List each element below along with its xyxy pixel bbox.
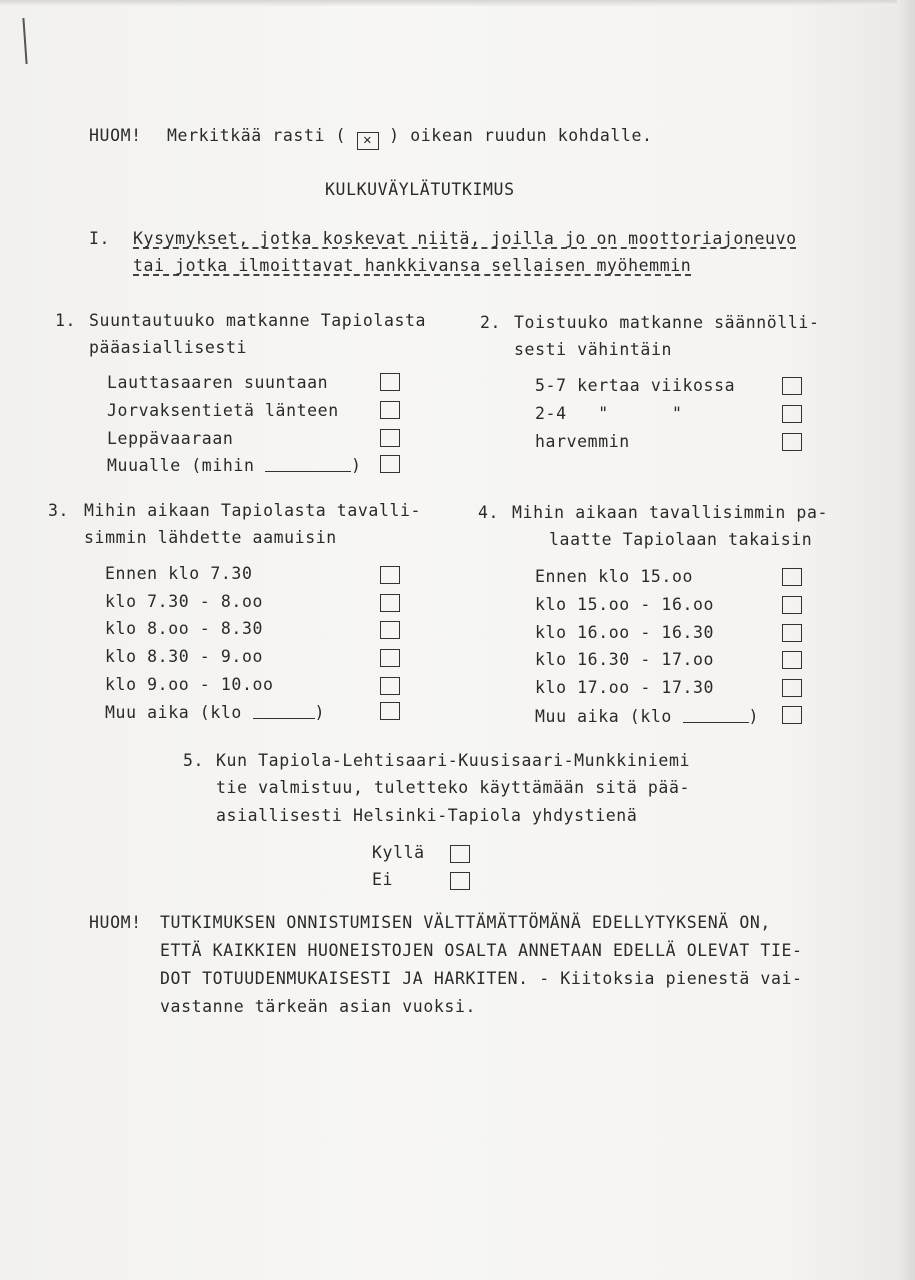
q3-option-6-row [105, 704, 325, 722]
q3-number: 3. [48, 501, 70, 520]
note-top-prefix: HUOM! [89, 126, 142, 145]
q4-option-5: klo 17.oo - 17.30 [535, 678, 715, 697]
q1-checkbox-4[interactable] [380, 455, 400, 473]
q3-checkbox-4[interactable] [380, 649, 400, 667]
q2-option-1: 5-7 kertaa viikossa [535, 376, 736, 395]
q4-option-2: klo 15.oo - 16.oo [535, 595, 715, 614]
q1-option-3: Leppävaaraan [107, 429, 234, 448]
q1-option-2: Jorvaksentietä länteen [107, 401, 339, 420]
q4-checkbox-1[interactable] [782, 568, 802, 586]
q4-number: 4. [478, 503, 500, 522]
q3-checkbox-5[interactable] [380, 677, 400, 695]
q5-line3: asiallisesti Helsinki-Tapiola yhdystienä [216, 806, 638, 825]
q1-option-1: Lauttasaaren suuntaan [107, 373, 329, 392]
q5-line2: tie valmistuu, tuletteko käyttämään sitä pää- [216, 778, 691, 797]
q3-checkbox-3[interactable] [380, 621, 400, 639]
q4-option-1: Ennen klo 15.oo [535, 567, 694, 586]
q4-option-6: Muu aika (klo [535, 707, 672, 726]
q4-checkbox-2[interactable] [782, 596, 802, 614]
q2-option-2: 2-4 " " [535, 404, 683, 423]
note-top-instruction [167, 128, 653, 150]
q4-option-6-row [535, 708, 759, 726]
note-bottom-line2: ETTÄ KAIKKIEN HUONEISTOJEN OSALTA ANNETAAN EDELLÄ OLEVAT TIE- [160, 941, 803, 960]
q5-checkbox-no[interactable] [450, 872, 470, 890]
note-bottom-line4: vastanne tärkeän asian vuoksi. [160, 997, 477, 1016]
section1-heading-line2: tai jotka ilmoittavat hankkivansa sellaisen myöhemmin [133, 256, 692, 275]
q4-other-close: ) [748, 707, 760, 726]
q3-option-3: klo 8.oo - 8.30 [105, 619, 264, 638]
section1-heading-line1: Kysymykset, jotka koskevat niitä, joilla jo on moottoriajoneuvo [133, 229, 797, 248]
q2-line2: sesti vähintäin [514, 340, 673, 359]
q3-option-5: klo 9.oo - 10.oo [105, 675, 274, 694]
q3-option-2: klo 7.30 - 8.oo [105, 592, 264, 611]
q3-other-close: ) [314, 703, 326, 722]
q2-line1: Toistuuko matkanne säännölli- [514, 313, 820, 332]
q1-checkbox-3[interactable] [380, 429, 400, 447]
q4-checkbox-4[interactable] [782, 651, 802, 669]
paper-top-edge [0, 0, 915, 6]
section1-number: I. [89, 229, 111, 248]
note-top-text-before: Merkitkää rasti ( [167, 126, 347, 145]
q4-option-4: klo 16.30 - 17.oo [535, 650, 715, 669]
q4-other-time-blank[interactable] [683, 708, 749, 723]
q1-option-4-row [107, 457, 362, 475]
q5-option-yes: Kyllä [372, 843, 425, 862]
note-bottom-line1: TUTKIMUKSEN ONNISTUMISEN VÄLTTÄMÄTTÖMÄNÄ EDELLYTYKSENÄ ON, [160, 913, 771, 932]
q5-checkbox-yes[interactable] [450, 845, 470, 863]
q3-option-6: Muu aika (klo [105, 703, 242, 722]
q3-checkbox-1[interactable] [380, 566, 400, 584]
q5-option-no: Ei [372, 870, 394, 889]
note-bottom-line3: DOT TOTUUDENMUKAISESTI JA HARKITEN. - Kiitoksia pienestä vai- [160, 969, 803, 988]
q2-number: 2. [480, 313, 502, 332]
q3-option-4: klo 8.30 - 9.oo [105, 647, 264, 666]
q2-checkbox-2[interactable] [782, 405, 802, 423]
q3-checkbox-6[interactable] [380, 702, 400, 720]
pen-mark [22, 18, 27, 64]
sample-checkbox-icon: ✕ [357, 132, 379, 150]
paper-right-edge [897, 0, 915, 1280]
q1-other-blank[interactable] [265, 457, 351, 472]
q1-line1: Suuntautuuko matkanne Tapiolasta [89, 311, 427, 330]
q4-line1: Mihin aikaan tavallisimmin pa- [512, 503, 829, 522]
q1-other-close: ) [351, 456, 362, 475]
q3-line2: simmin lähdette aamuisin [84, 528, 337, 547]
note-bottom-prefix: HUOM! [89, 913, 142, 932]
q4-option-3: klo 16.oo - 16.30 [535, 623, 715, 642]
q4-checkbox-6[interactable] [782, 706, 802, 724]
q2-option-3: harvemmin [535, 432, 630, 451]
q5-number: 5. [183, 751, 205, 770]
q2-checkbox-1[interactable] [782, 377, 802, 395]
q2-checkbox-3[interactable] [782, 433, 802, 451]
q4-checkbox-3[interactable] [782, 624, 802, 642]
q1-option-4: Muualle (mihin [107, 456, 255, 475]
q1-checkbox-1[interactable] [380, 373, 400, 391]
q5-line1: Kun Tapiola-Lehtisaari-Kuusisaari-Munkkiniemi [216, 751, 691, 770]
q3-checkbox-2[interactable] [380, 594, 400, 612]
q4-line2: laatte Tapiolaan takaisin [549, 530, 813, 549]
q3-option-1: Ennen klo 7.30 [105, 564, 253, 583]
q3-other-time-blank[interactable] [253, 704, 315, 719]
q4-checkbox-5[interactable] [782, 679, 802, 697]
note-top-text-after: ) oikean ruudun kohdalle. [389, 126, 653, 145]
q1-line2: pääasiallisesti [89, 338, 248, 357]
q1-number: 1. [55, 311, 77, 330]
document-title: KULKUVÄYLÄTUTKIMUS [325, 180, 515, 199]
q1-checkbox-2[interactable] [380, 401, 400, 419]
q3-line1: Mihin aikaan Tapiolasta tavalli- [84, 501, 422, 520]
